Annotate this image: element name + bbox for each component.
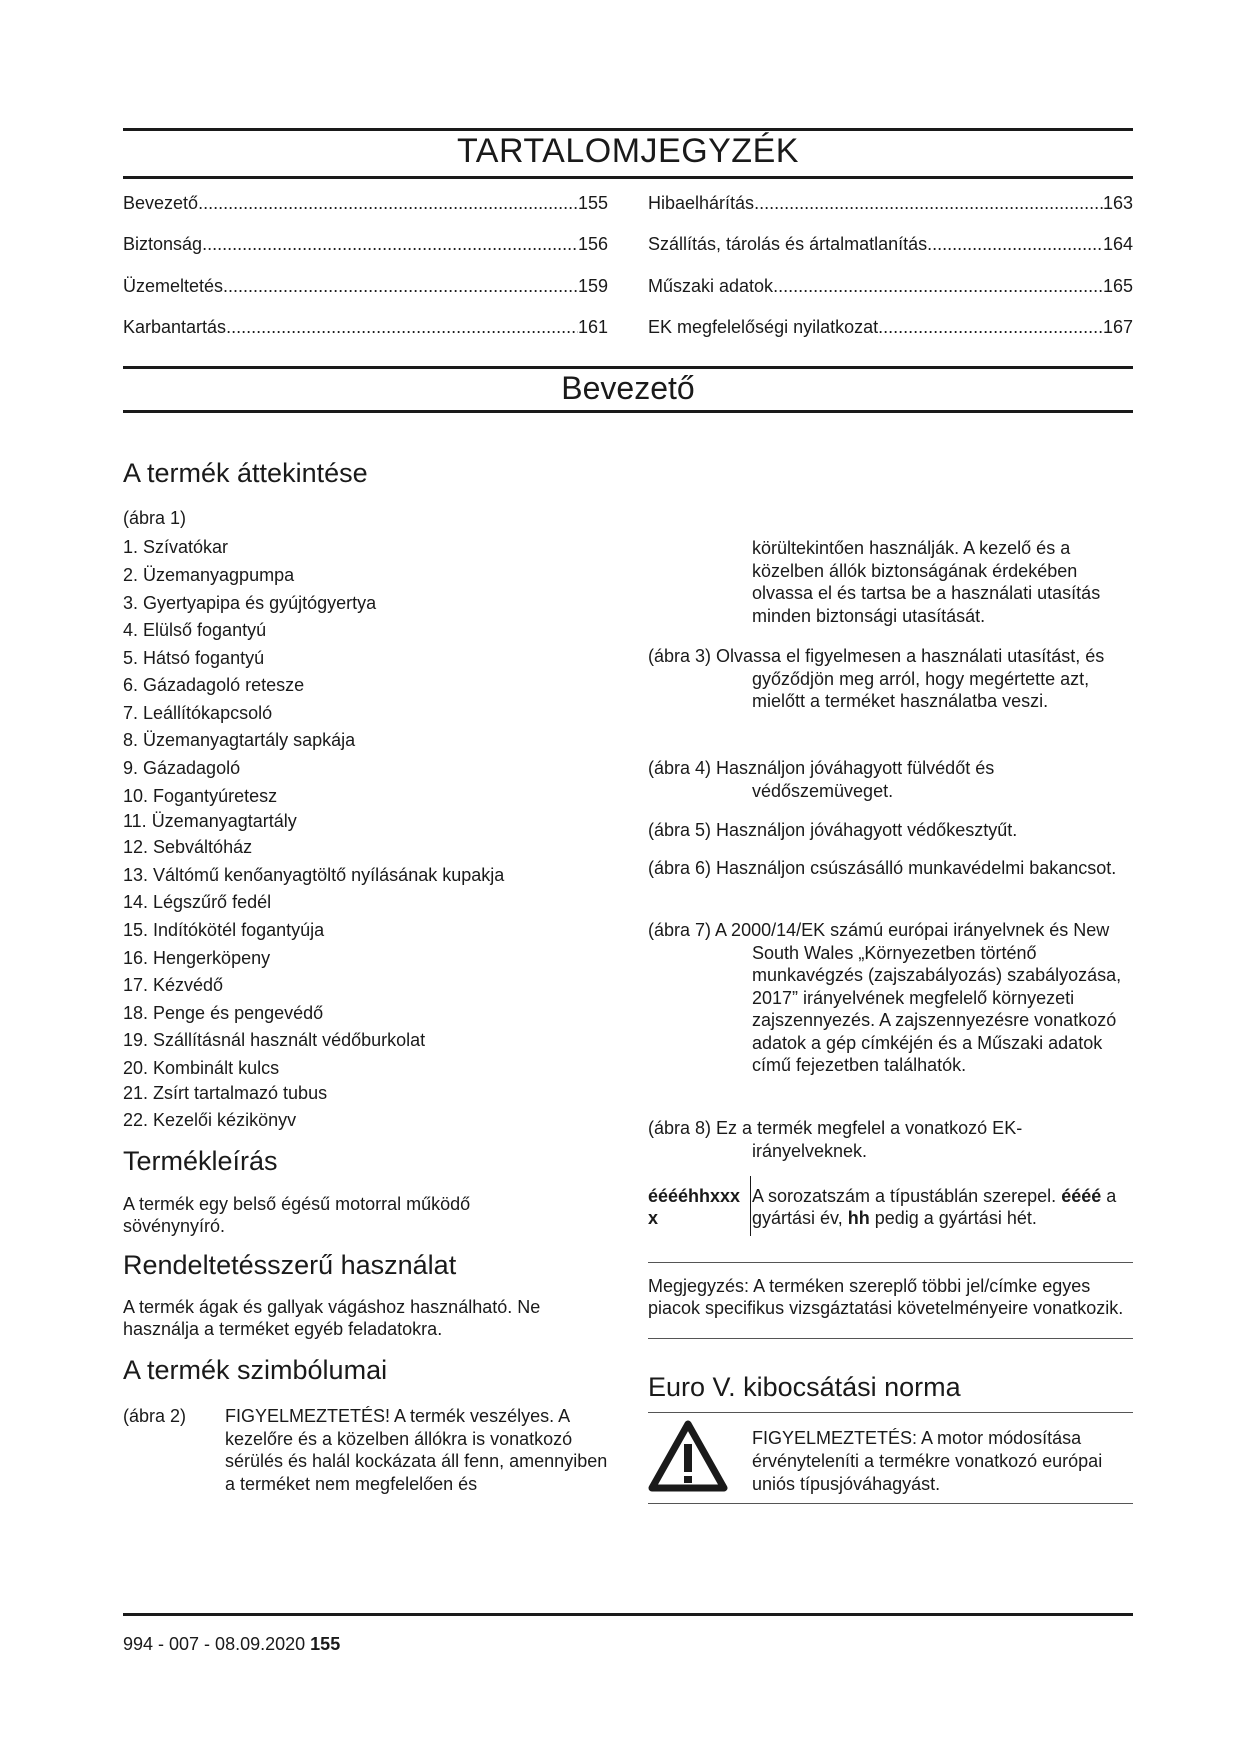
serial-code: ééééhhxxx x [648,1186,741,1228]
symbol-entry: (ábra 6) Használjon csúszásálló munkavédelmi bakancsot. [648,858,1117,878]
list-item: 22. Kezelői kézikönyv [123,1110,297,1130]
footer-rule [123,1613,1133,1616]
list-item: 5. Hátsó fogantyú [123,648,265,668]
symbol-entry: (ábra 7) A 2000/14/EK számú európai irányelvnek és New South Wales „Környezetben történő munkavégzés (zajszabályozás) szabályozása, 2017” irányelvének megfelelő környezeti zajszennyezés. A zajszennyezésre vonatkozó adatok a gép címkéjén és a Műszaki adatok című fejezetben találhatók. [648,920,1122,1075]
toc-entry[interactable]: Szállítás, tárolás és ártalmatlanítás ..... 164 [648,234,1133,255]
symbol-entry: (ábra 8) Ez a termék megfelel a vonatkozó EK-irányelveknek. [648,1118,1023,1161]
toc-entry[interactable]: EK megfelelőségi nyilatkozat ..... 167 [648,317,1133,338]
list-item: 13. Váltómű kenőanyagtöltő nyílásának kupakja [123,865,505,885]
list-item: 6. Gázadagoló retesze [123,675,305,695]
toc-entry[interactable]: Biztonság ..... 156 [123,234,608,255]
toc-title-rule [123,176,1133,179]
toc-entry[interactable]: Bevezető ..... 155 [123,193,608,214]
list-item: 8. Üzemanyagtartály sapkája [123,730,356,750]
list-item: 1. Szívatókar [123,537,229,557]
list-item: 21. Zsírt tartalmazó tubus [123,1083,328,1103]
list-item: 16. Hengerköpeny [123,948,271,968]
intended-use-text: A termék ágak és gallyak vágáshoz használható. Ne használja a terméket egyéb feladatokra. [123,1297,541,1339]
symbol-warning-continued: körültekintően használják. A kezelő és a közelben állók biztonságának érdekében olvassa el és tartsa be a használati utasítás minden biztonsági utasítását. [752,538,1101,626]
section-top-rule [123,366,1133,369]
symbol-entry: (ábra 3) Olvassa el figyelmesen a használati utasítást, és győződjön meg arról, hogy megértette azt, mielőtt a terméket használatba veszi. [648,646,1105,711]
toc-entry[interactable]: Karbantartás ..... 161 [123,317,608,338]
list-item: 17. Kézvédő [123,975,224,995]
section-bottom-rule [123,410,1133,413]
list-item: 3. Gyertyapipa és gyújtógyertya [123,593,377,613]
footer: 994 - 007 - 08.09.2020 155 [123,1634,341,1654]
symbol-ref: (ábra 2) [123,1406,187,1426]
note: Megjegyzés: A terméken szereplő többi jel/címke egyes piacok specifikus vizsgáztatási követelményeire vonatkozik. [648,1276,1124,1318]
euro-top-rule [648,1412,1133,1413]
symbol-warning-text: FIGYELMEZTETÉS! A termék veszélyes. A kezelőre és a közelben állókra is vonatkozó sérülés és halál kockázata áll fenn, amennyiben a terméket nem megfelelően és [225,1406,608,1494]
section-title: Bevezető [561,370,695,406]
warning-triangle-icon [648,1420,728,1492]
toc-top-rule [123,128,1133,131]
list-item: 18. Penge és pengevédő [123,1003,324,1023]
euro-heading: Euro V. kibocsátási norma [648,1372,961,1402]
list-item: 9. Gázadagoló [123,758,241,778]
overview-ref: (ábra 1) [123,508,187,528]
symbols-heading: A termék szimbólumai [123,1355,388,1385]
toc-title: TARTALOMJEGYZÉK [457,132,799,170]
list-item: 4. Elülső fogantyú [123,620,267,640]
list-item: 11. Üzemanyagtartály [123,811,297,831]
intended-use-heading: Rendeltetésszerű használat [123,1250,457,1280]
list-item: 7. Leállítókapcsoló [123,703,273,723]
overview-heading: A termék áttekintése [123,458,368,488]
list-item: 20. Kombinált kulcs [123,1058,280,1078]
list-item: 14. Légszűrő fedél [123,892,272,912]
description-heading: Termékleírás [123,1146,278,1176]
note-top-rule [648,1262,1133,1263]
toc-entry[interactable]: Üzemeltetés ..... 159 [123,276,608,297]
serial-description: A sorozatszám a típustáblán szerepel. éééé a gyártási év, hh pedig a gyártási hét. [752,1186,1117,1228]
serial-divider [750,1176,751,1236]
list-item: 2. Üzemanyagpumpa [123,565,295,585]
toc-entry[interactable]: Hibaelhárítás ..... 163 [648,193,1133,214]
list-item: 15. Indítókötél fogantyúja [123,920,325,940]
euro-warning: FIGYELMEZTETÉS: A motor módosítása érvényteleníti a termékre vonatkozó európai uniós típusjóváhagyást. [752,1428,1103,1494]
toc-entry[interactable]: Műszaki adatok ..... 165 [648,276,1133,297]
symbol-entry: (ábra 5) Használjon jóváhagyott védőkesztyűt. [648,820,1018,840]
list-item: 12. Sebváltóház [123,837,253,857]
note-bottom-rule [648,1338,1133,1339]
euro-bottom-rule [648,1503,1133,1504]
list-item: 10. Fogantyúretesz [123,786,278,806]
description-text: A termék egy belső égésű motorral működő sövénynyíró. [123,1194,471,1236]
list-item: 19. Szállításnál használt védőburkolat [123,1030,426,1050]
symbol-entry: (ábra 4) Használjon jóváhagyott fülvédőt és védőszemüveget. [648,758,995,801]
